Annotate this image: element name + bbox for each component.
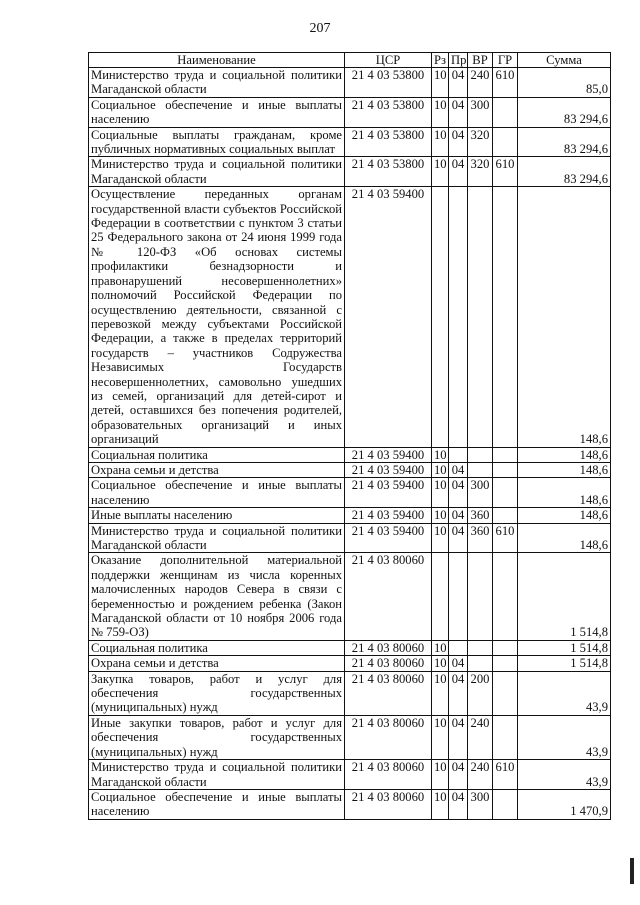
- cell-sum: 148,6: [518, 187, 611, 447]
- cell-name: Социальная политика: [89, 640, 345, 655]
- cell-csr: 21 4 03 80060: [345, 760, 432, 790]
- cell-gr: [493, 671, 518, 715]
- cell-csr: 21 4 03 80060: [345, 789, 432, 819]
- cell-vr: 360: [468, 523, 493, 553]
- cell-csr: 21 4 03 59400: [345, 462, 432, 477]
- table-row: [89, 478, 611, 508]
- cell-name: Охрана семьи и детства: [89, 462, 345, 477]
- cell-vr: [468, 640, 493, 655]
- cell-csr: 21 4 03 80060: [345, 671, 432, 715]
- cell-name: Закупка товаров, работ и услуг для обеспечения государственных (муниципальных) нужд: [89, 671, 345, 715]
- cell-pr: 04: [449, 789, 468, 819]
- cell-sum: 1 514,8: [518, 553, 611, 640]
- header-row: [89, 53, 611, 68]
- cell-vr: 240: [468, 760, 493, 790]
- cell-rz: 10: [432, 671, 449, 715]
- cell-rz: 10: [432, 715, 449, 759]
- cell-gr: 610: [493, 760, 518, 790]
- cell-csr: 21 4 03 80060: [345, 715, 432, 759]
- table-row: [89, 97, 611, 127]
- cell-vr: [468, 187, 493, 447]
- header-name: Наименование: [89, 53, 345, 68]
- cell-vr: 300: [468, 789, 493, 819]
- table-body: [89, 68, 611, 820]
- cell-gr: [493, 553, 518, 640]
- cell-sum: 148,6: [518, 447, 611, 462]
- cell-vr: 320: [468, 127, 493, 157]
- cell-vr: [468, 447, 493, 462]
- table-row: [89, 68, 611, 98]
- cell-name: Министерство труда и социальной политики Магаданской области: [89, 523, 345, 553]
- cell-pr: 04: [449, 508, 468, 523]
- cell-csr: 21 4 03 80060: [345, 553, 432, 640]
- cell-rz: 10: [432, 789, 449, 819]
- cell-vr: 240: [468, 68, 493, 98]
- cell-sum: 148,6: [518, 462, 611, 477]
- cell-rz: 10: [432, 523, 449, 553]
- table-row: [89, 640, 611, 655]
- cell-rz: 10: [432, 97, 449, 127]
- cell-sum: 1 514,8: [518, 656, 611, 671]
- cell-gr: [493, 789, 518, 819]
- cell-name: Социальные выплаты гражданам, кроме публичных нормативных социальных выплат: [89, 127, 345, 157]
- cell-csr: 21 4 03 59400: [345, 187, 432, 447]
- scan-edge-mark: [630, 858, 634, 884]
- cell-gr: 610: [493, 157, 518, 187]
- cell-csr: 21 4 03 80060: [345, 656, 432, 671]
- cell-vr: [468, 553, 493, 640]
- cell-pr: 04: [449, 462, 468, 477]
- cell-gr: [493, 447, 518, 462]
- header-sum: Сумма: [518, 53, 611, 68]
- table-row: [89, 656, 611, 671]
- cell-sum: 43,9: [518, 760, 611, 790]
- cell-vr: 360: [468, 508, 493, 523]
- cell-pr: 04: [449, 671, 468, 715]
- table-row: [89, 187, 611, 447]
- cell-sum: 1 514,8: [518, 640, 611, 655]
- cell-rz: 10: [432, 127, 449, 157]
- cell-pr: 04: [449, 68, 468, 98]
- cell-name: Осуществление переданных органам государственной власти субъектов Российской Федерации в соответствии с пунктом 3 статьи 25 Федерального закона от 24 июня 1999 года № 120-ФЗ «Об основах системы профилактики безнадзорности и правонарушений несовершеннолетних» полномочий Российской Федерации по осуществлению деятельности, связанной с перевозкой между субъектами Российской Федерации, а также в пределах территорий государств – участников Содружества Независимых Государств несовершеннолетних, самовольно ушедших из семей, организаций для детей-сирот и детей, оставшихся без попечения родителей, образовательных организаций и иных организаций: [89, 187, 345, 447]
- header-gr: ГР: [493, 53, 518, 68]
- cell-sum: 148,6: [518, 508, 611, 523]
- cell-csr: 21 4 03 59400: [345, 523, 432, 553]
- page-number: 207: [309, 21, 331, 36]
- cell-name: Министерство труда и социальной политики Магаданской области: [89, 760, 345, 790]
- cell-name: Оказание дополнительной материальной поддержки женщинам из числа коренных малочисленных народов Севера в связи с беременностью и рождением ребенка (Закон Магаданской области от 10 ноября 2006 года № 759-ОЗ): [89, 553, 345, 640]
- cell-vr: [468, 656, 493, 671]
- cell-csr: 21 4 03 59400: [345, 447, 432, 462]
- cell-vr: 320: [468, 157, 493, 187]
- cell-name: Министерство труда и социальной политики Магаданской области: [89, 157, 345, 187]
- header-vr: ВР: [468, 53, 493, 68]
- cell-pr: 04: [449, 478, 468, 508]
- table-row: [89, 671, 611, 715]
- table-row: [89, 760, 611, 790]
- cell-sum: 83 294,6: [518, 97, 611, 127]
- cell-csr: 21 4 03 53800: [345, 68, 432, 98]
- cell-gr: [493, 478, 518, 508]
- cell-sum: 148,6: [518, 523, 611, 553]
- header-rz: Рз: [432, 53, 449, 68]
- table-row: [89, 523, 611, 553]
- cell-rz: 10: [432, 68, 449, 98]
- cell-rz: 10: [432, 157, 449, 187]
- cell-pr: [449, 447, 468, 462]
- cell-name: Социальное обеспечение и иные выплаты населению: [89, 97, 345, 127]
- cell-pr: 04: [449, 656, 468, 671]
- budget-table: [88, 52, 611, 820]
- cell-vr: 200: [468, 671, 493, 715]
- cell-gr: [493, 127, 518, 157]
- cell-name: Иные выплаты населению: [89, 508, 345, 523]
- cell-rz: 10: [432, 478, 449, 508]
- cell-rz: 10: [432, 508, 449, 523]
- table-row: [89, 447, 611, 462]
- cell-gr: [493, 656, 518, 671]
- cell-sum: 83 294,6: [518, 127, 611, 157]
- cell-gr: [493, 97, 518, 127]
- cell-vr: [468, 462, 493, 477]
- cell-name: Социальное обеспечение и иные выплаты населению: [89, 478, 345, 508]
- cell-csr: 21 4 03 53800: [345, 157, 432, 187]
- cell-pr: [449, 187, 468, 447]
- cell-vr: 240: [468, 715, 493, 759]
- cell-gr: [493, 640, 518, 655]
- cell-rz: 10: [432, 462, 449, 477]
- table-row: [89, 508, 611, 523]
- cell-sum: 1 470,9: [518, 789, 611, 819]
- table-row: [89, 553, 611, 640]
- cell-name: Охрана семьи и детства: [89, 656, 345, 671]
- cell-rz: 10: [432, 447, 449, 462]
- cell-name: Иные закупки товаров, работ и услуг для обеспечения государственных (муниципальных) нужд: [89, 715, 345, 759]
- cell-rz: [432, 553, 449, 640]
- cell-rz: 10: [432, 656, 449, 671]
- cell-pr: 04: [449, 760, 468, 790]
- cell-sum: 85,0: [518, 68, 611, 98]
- cell-csr: 21 4 03 53800: [345, 127, 432, 157]
- cell-sum: 43,9: [518, 671, 611, 715]
- cell-pr: 04: [449, 97, 468, 127]
- header-csr: ЦСР: [345, 53, 432, 68]
- cell-sum: 83 294,6: [518, 157, 611, 187]
- table-row: [89, 789, 611, 819]
- table-row: [89, 715, 611, 759]
- cell-pr: 04: [449, 715, 468, 759]
- cell-gr: 610: [493, 523, 518, 553]
- cell-csr: 21 4 03 59400: [345, 478, 432, 508]
- cell-vr: 300: [468, 97, 493, 127]
- header-pr: Пр: [449, 53, 468, 68]
- cell-sum: 148,6: [518, 478, 611, 508]
- cell-gr: [493, 508, 518, 523]
- cell-rz: [432, 187, 449, 447]
- cell-csr: 21 4 03 53800: [345, 97, 432, 127]
- cell-vr: 300: [468, 478, 493, 508]
- table-row: [89, 157, 611, 187]
- cell-name: Министерство труда и социальной политики Магаданской области: [89, 68, 345, 98]
- table-row: [89, 127, 611, 157]
- cell-rz: 10: [432, 640, 449, 655]
- cell-gr: 610: [493, 68, 518, 98]
- cell-gr: [493, 462, 518, 477]
- cell-pr: 04: [449, 523, 468, 553]
- cell-name: Социальное обеспечение и иные выплаты населению: [89, 789, 345, 819]
- cell-pr: [449, 553, 468, 640]
- cell-gr: [493, 187, 518, 447]
- cell-rz: 10: [432, 760, 449, 790]
- table-row: [89, 462, 611, 477]
- cell-name: Социальная политика: [89, 447, 345, 462]
- cell-pr: 04: [449, 157, 468, 187]
- cell-csr: 21 4 03 80060: [345, 640, 432, 655]
- cell-pr: [449, 640, 468, 655]
- cell-sum: 43,9: [518, 715, 611, 759]
- cell-pr: 04: [449, 127, 468, 157]
- cell-csr: 21 4 03 59400: [345, 508, 432, 523]
- cell-gr: [493, 715, 518, 759]
